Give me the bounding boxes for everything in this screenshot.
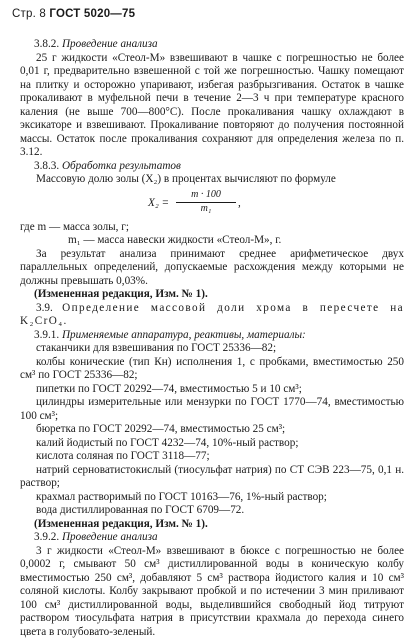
list-item: стаканчики для взвешивания по ГОСТ 25336—82; <box>20 342 404 356</box>
revision-note-1: (Измененная редакция, Изм. № 1). <box>20 288 404 302</box>
list-item: вода дистиллированная по ГОСТ 6709—72. <box>20 504 404 518</box>
where-line-2: m₁ — масса навески жидкости «Стеол-М», г. <box>20 234 404 248</box>
page-number: Стр. 8 <box>12 8 46 20</box>
list-item: колбы конические (тип Кн) исполнения 1, с пробками, вместимостью 250 см³ по ГОСТ 25336—82; <box>20 356 404 383</box>
ash-formula: X₂ = $\frac{m \cdot 100}{\text{m₁}}$ , <box>20 189 404 219</box>
list-item: пипетки по ГОСТ 20292—74, вместимостью 5 и 10 см³; <box>20 383 404 397</box>
document-id: ГОСТ 5020—75 <box>49 8 135 20</box>
section-3-9-2-heading: 3.9.2. Проведение анализа <box>20 531 404 545</box>
result-text: За результат анализа принимают среднее арифметическое двух параллельных определений, допускаемые расхождения между которыми не должны превышать 0,03%. <box>20 248 404 289</box>
where-line-1: где m — масса золы, г; <box>20 221 404 235</box>
list-item: натрий серноватистокислый (тиосульфат натрия) по СТ СЭВ 223—75, 0,1 н. раствор; <box>20 464 404 491</box>
section-3-8-2-heading: 3.8.2. Проведение анализа <box>20 38 404 52</box>
section-3-9-2-text: 3 г жидкости «Стеол-М» взвешивают в бюксе с погрешностью не более 0,0002 г, смывают 50 см³ дистиллированной воды в коническую колбу вместимостью 250 см³, добавляют 5 см³ раствора йодистого калия и 10 см³ соляной кислоты. Колбу закрывают пробкой и по истечении 3 мин приливают 100 см³ дистиллированной воды, выделившийся свободный йод титруют раствором тиосульфата натрия в присутствии крахмала до перехода синего цвета в голубовато-зеленый. <box>20 545 404 639</box>
formula-numerator: m · 100 <box>176 189 236 203</box>
list-item: кислота соляная по ГОСТ 3118—77; <box>20 450 404 464</box>
document-body <box>20 38 404 639</box>
list-item: бюретка по ГОСТ 20292—74, вместимостью 25 см³; <box>20 423 404 437</box>
formula-lhs: X₂ = <box>148 197 169 211</box>
section-3-9-heading: 3.9. Определение массовой доли хрома в пересчете на K₂CrO₄. <box>20 302 404 329</box>
list-item: калий йодистый по ГОСТ 4232—74, 10%-ный раствор; <box>20 437 404 451</box>
section-3-8-2-text: 25 г жидкости «Стеол-М» взвешивают в чашке с погрешностью не более 0,01 г, предварительно взвешенной с той же погрешностью. Чашку помещают на плитку и осторожно упаривают, избегая разбрызгивания. Остаток в чашке прокаливают в муфельной печи в течение 2—3 ч при температуре красного каления (не выше 700—800°С). После прокаливания чашку охлаждают в эксикаторе и взвешивают. Прокаливание повторяют до получения постоянной массы. Остаток после прокаливания сохраняют для определения железа по п. 3.12. <box>20 52 404 160</box>
list-item: крахмал растворимый по ГОСТ 10163—76, 1%-ный раствор; <box>20 491 404 505</box>
formula-fraction <box>176 189 236 215</box>
revision-note-2: (Измененная редакция, Изм. № 1). <box>20 518 404 532</box>
section-3-8-3-heading: 3.8.3. Обработка результатов <box>20 160 404 174</box>
page-header <box>12 8 135 22</box>
formula-intro: Массовую долю золы (X₂) в процентах вычисляют по формуле <box>20 173 404 187</box>
formula-denominator: m₁ <box>176 203 236 215</box>
section-3-9-1-heading: 3.9.1. Применяемые аппаратура, реактивы, материалы: <box>20 329 404 343</box>
list-item: цилиндры измерительные или мензурки по ГОСТ 1770—74, вместимостью 100 см³; <box>20 396 404 423</box>
